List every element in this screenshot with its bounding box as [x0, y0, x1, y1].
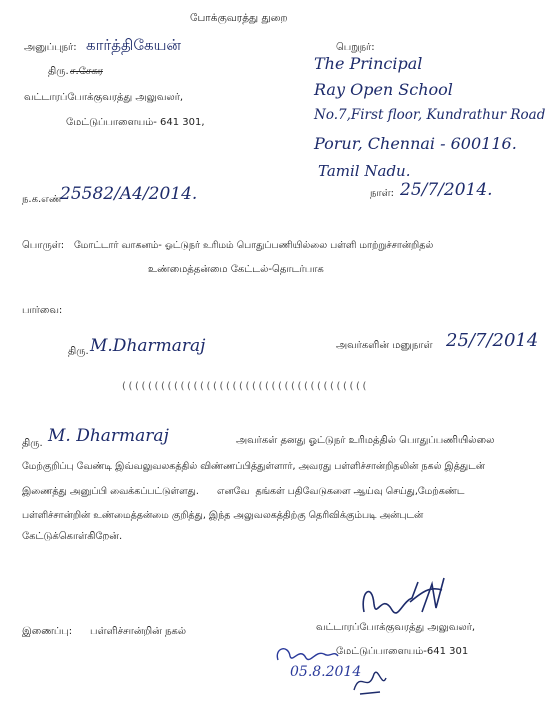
body-prefix: திரு.	[22, 438, 43, 449]
recipient-line-5: Tamil Nadu.	[318, 162, 411, 180]
body-line-2: மேற்குறிப்பு வேண்டி இவ்வலுவலகத்தில் விண்ணப்பித்துள்ளார், அவரது பள்ளிச்சான்றிதலின் நகல் இத்துடன்	[22, 461, 485, 472]
reference-seen-prefix: திரு.	[68, 346, 89, 357]
date-label: நாள்:	[370, 188, 395, 199]
subject-line-2: உண்மைத்தன்மை கேட்டல்-தொடர்பாக	[148, 264, 324, 275]
body-line-5: கேட்டுக்கொள்கிறேன்.	[22, 531, 123, 542]
enclosure-label: இணைப்பு:	[22, 626, 73, 637]
body-line-4: பள்ளிச்சான்றின் உண்மைத்தன்மை குறித்து, இந்த அலுவலகத்திற்கு தெரிவிக்கும்படி அன்புடன்	[22, 510, 424, 521]
sender-address: மேட்டுப்பாளையம்- 641 301,	[66, 117, 205, 128]
recipient-line-3: No.7,First floor, Kundrathur Road	[314, 107, 546, 123]
recipient-line-2: Ray Open School	[314, 80, 453, 99]
recipient-line-4: Porur, Chennai - 600116.	[314, 134, 517, 153]
sender-name-prefix: திரு.	[48, 66, 69, 77]
reference-number-label: ந.க.எண்	[22, 194, 62, 205]
sender-handwritten-name: கார்த்திகேயன்	[86, 36, 181, 54]
enclosure-value: பள்ளிச்சான்றின் நகல்	[90, 626, 187, 637]
body-line-3: இணைத்து அனுப்பி வைக்கப்பட்டுள்ளது. எனவே தங்கள் பதிவேடுகளை ஆய்வு செய்து,மேற்கண்ட	[22, 486, 465, 497]
signatory-designation: வட்டாரப்போக்குவரத்து அலுவலர்,	[316, 622, 476, 633]
recipient-label: பெறுநர்:	[336, 42, 375, 53]
reference-seen-name: M.Dharmaraj	[90, 336, 206, 356]
sender-struck-name: ச.சேகர	[70, 66, 103, 77]
body-name: M. Dharmaraj	[48, 426, 169, 446]
sender-designation: வட்டாரப்போக்குவரத்து அலுவலர்,	[24, 92, 184, 103]
signatory-address: மேட்டுப்பாளையம்-641 301	[336, 646, 469, 657]
petition-date-label: அவர்களின் மனுநாள்	[336, 340, 433, 351]
reference-seen-label: பார்வை:	[22, 305, 63, 316]
reference-number-value: 25582/A4/2014.	[60, 184, 198, 204]
recipient-line-1: The Principal	[314, 54, 423, 73]
petition-date-value: 25/7/2014	[446, 330, 539, 351]
date-value: 25/7/2014.	[400, 180, 493, 200]
separator-line: ((((((((((((((((((((((((((((((((((((((	[122, 381, 370, 392]
department-heading: போக்குவரத்து துறை	[190, 12, 288, 24]
initials-flourish	[350, 664, 390, 698]
body-line-1: அவர்கள் தனது ஓட்டுநர் உரிமத்தில் பொதுப்பணியில்லை	[236, 435, 495, 446]
subject-label: பொருள்:	[22, 240, 65, 251]
initials-date: 05.8.2014	[290, 664, 362, 680]
sender-label: அனுப்புநர்:	[24, 42, 77, 53]
subject-line-1: மோட்டார் வாகனம்- ஓட்டுநர் உரிமம் பொதுப்பணியில்லை பள்ளி மாற்றுச்சான்றிதல்	[74, 240, 434, 251]
